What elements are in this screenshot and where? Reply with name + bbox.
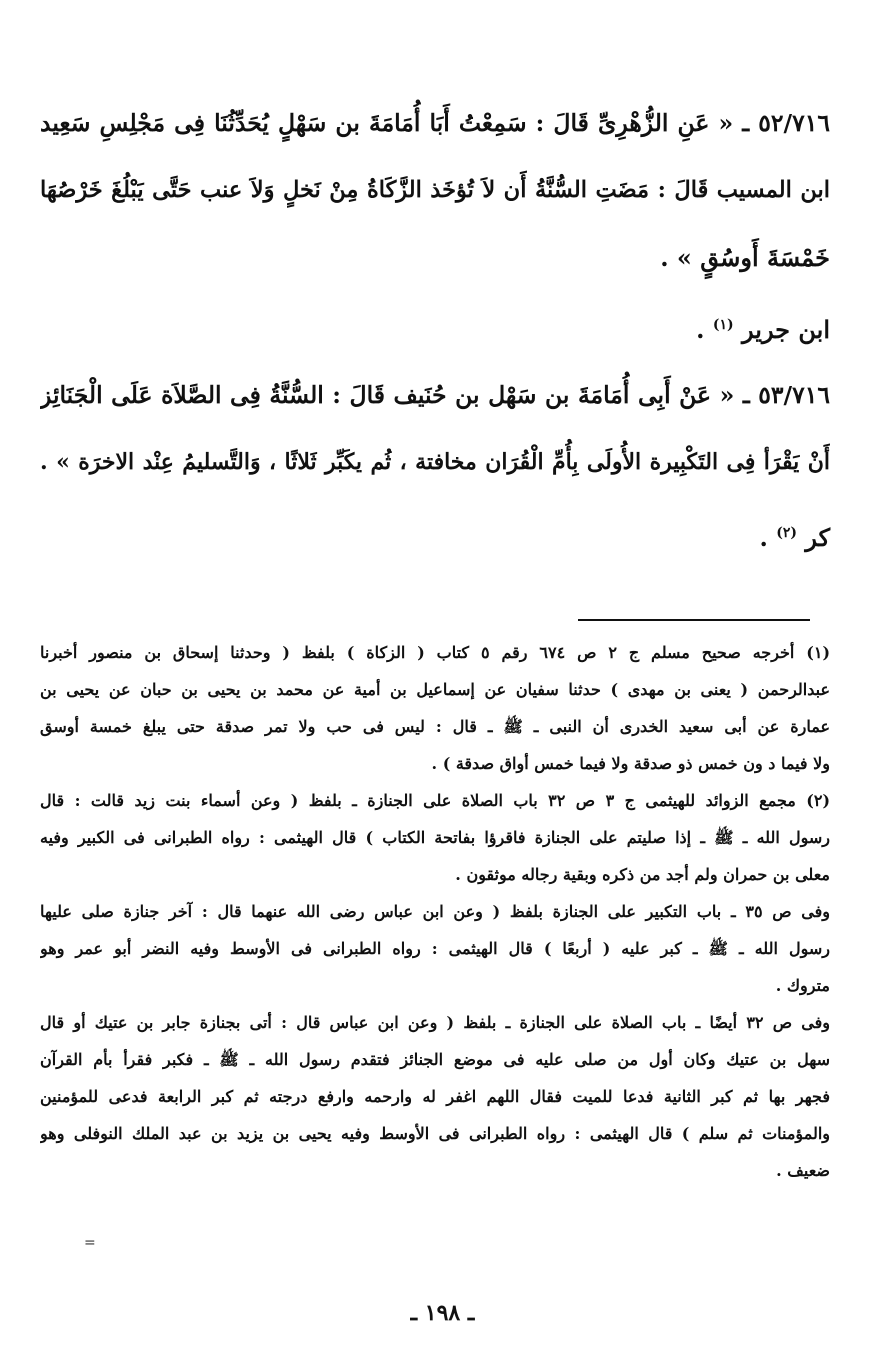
hadith-52-line: خَمْسَةَ أَوسُقٍ » . (660, 243, 830, 272)
page-number: ـ ١٩٨ ـ (410, 1300, 475, 1326)
hadith-53-source: كر $^{(٢)}$ . (759, 523, 830, 552)
hadith-53-line: ٥٣/٧١٦ ـ « عَنْ أَبِى أُمَامَةَ بن سَهْل بن حُنَيف قَالَ : السُّنَّةُ فِى الصَّلاَة عَلَى الْجَنَائِز (40, 381, 830, 409)
footnote-line: وفى ص ٣٢ أيضًا ـ باب الصلاة على الجنازة ـ بلفظ ( وعن ابن عباس قال : أتى بجنازة جابر بن عتيك أو قال (40, 1013, 830, 1032)
footnote-line: معلى بن حمران ولم أجد من ذكره وبقية رجاله موثقون . (455, 865, 830, 884)
footnote-line: عبدالرحمن ( يعنى بن مهدى ) حدثنا سفيان عن إسماعيل بن أمية عن محمد بن يحيى بن حبان عن يحيى بن (40, 680, 830, 699)
source-name: ابن جرير (742, 315, 830, 344)
hadith-53 (40, 362, 830, 496)
footnote-ref: (٢) (776, 525, 797, 541)
footnotes (40, 634, 830, 1189)
footnote-line: سهل بن عتيك وكان أول من صلى عليه فى موضع الجنائز فتقدم رسول الله ـ ﷺ ـ فكبر فقرأ بأم القرآن (40, 1050, 830, 1069)
footnote-line: (١) أخرجه صحيح مسلم ج ٢ ص ٦٧٤ رقم ٥ كتاب ( الزكاة ) بلفظ ( وحدثنا إسحاق بن منصور أخبرنا (40, 643, 830, 662)
footnote-line: والمؤمنات ثم سلم ) قال الهيثمى : رواه الطبرانى فى الأوسط وفيه يحيى بن يزيد بن عبد الملك النوفلى وهو (40, 1124, 830, 1143)
footnote-line: ضعيف . (776, 1161, 830, 1180)
hadith-53-line: أَنْ يَقْرَأ فِى التَكْبِيرة الأُولَى بِأُمِّ الْقُرَان مخافتة ، ثُم يكَبِّر ثَلاثًا ، وَالتَّسليمُ عِنْد الاخرَة » . (40, 449, 830, 475)
footnote-line: ولا فيما د ون خمس ذو صدقة ولا فيما خمس أواق صدقة ) . (431, 754, 830, 773)
hadith-52 (40, 90, 830, 291)
footnote-line: وفى ص ٣٥ ـ باب التكبير على الجنازة بلفظ ( وعن ابن عباس رضى الله عنهما قال : آخر جنازة صلى عليها (40, 902, 830, 921)
footnote-line: عمارة عن أبى سعيد الخدرى أن النبى ـ ﷺ ـ قال : ليس فى حب ولا تمر صدقة حتى يبلغ خمسة أوسق (40, 717, 830, 736)
source-name: كر (805, 523, 830, 552)
hadith-52-source: ابن جرير $^{(١)}$ . (696, 315, 830, 344)
footnote-line: رسول الله ـ ﷺ ـ إذا صليتم على الجنازة فاقرؤا بفاتحة الكتاب ) قال الهيثمى : رواه الطبرانى فى الكبير وفيه (40, 828, 830, 847)
footnote-line: فجهر بها ثم كبر الثانية فدعا للميت فقال اللهم اغفر له وارحمه وارفع درجته ثم كبر الرابعة فدعى للمؤمنين (40, 1087, 830, 1106)
footnote-line: متروك . (775, 976, 830, 995)
footnote-line: رسول الله ـ ﷺ ـ كبر عليه ( أربعًا ) قال الهيثمى : رواه الطبرانى فى الأوسط وفيه النضر أبو عمر وهو (40, 939, 830, 958)
footnote-line: (٢) مجمع الزوائد للهيثمى ج ٣ ص ٣٢ باب الصلاة على الجنازة ـ بلفظ ( وعن أسماء بنت زيد قالت : قال (40, 791, 830, 810)
footnote-ref: (١) (712, 317, 734, 333)
footnote-separator (578, 619, 810, 621)
hadith-52-line: ابن المسيب قَالَ : مَضَتِ السُّنَّةُ أَن لاَ تُؤخَذ الزَّكَاةُ مِنْ نَخلٍ وَلاَ عنب حَتَّى يَبْلُغَ خَرْصُهَا (40, 177, 830, 203)
stray-mark: = (84, 1235, 96, 1251)
hadith-52-line: ٥٢/٧١٦ ـ « عَنِ الزُّهْرِىِّ قَالَ : سَمِعْتُ أَبَا أُمَامَةَ بن سَهْلٍ يُحَدِّثُنَا فِى مَجْلِسِ سَعِيد (40, 109, 830, 137)
